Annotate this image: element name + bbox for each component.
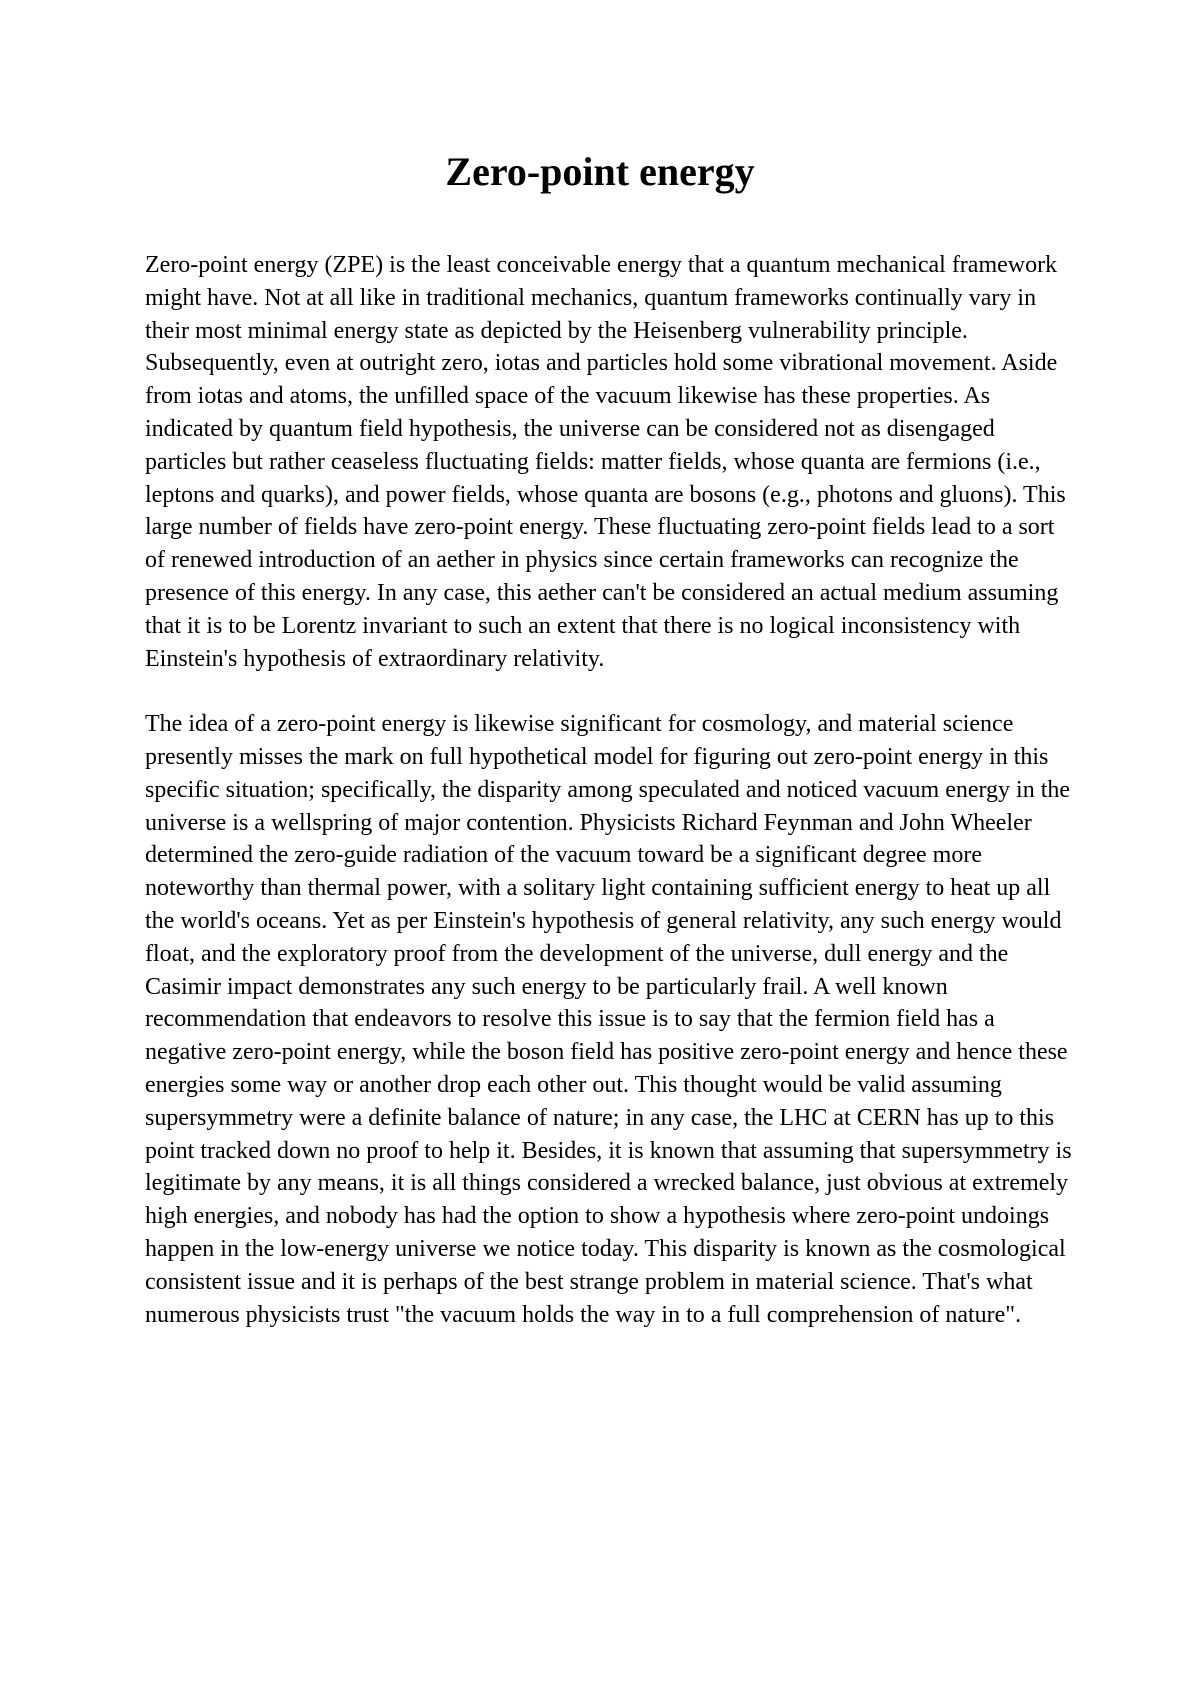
paragraph-intro: Zero-point energy (ZPE) is the least conceivable energy that a quantum mechanical framework might have. Not at all like in traditional mechanics, quantum frameworks continually vary in their most minimal energy state as depicted by the Heisenberg vulnerability principle. Subsequently, even at outright zero, iotas and particles hold some vibrational movement. Aside from iotas and atoms, the unfilled space of the vacuum likewise has these properties. As indicated by quantum field hypothesis, the universe can be considered not as disengaged particles but rather ceaseless fluctuating fields: matter fields, whose quanta are fermions (i.e., leptons and quarks), and power fields, whose quanta are bosons (e.g., photons and gluons). This large number of fields have zero-point energy. These fluctuating zero-point fields lead to a sort of renewed introduction of an aether in physics since certain frameworks can recognize the presence of this energy. In any case, this aether can't be considered an actual medium assuming that it is to be Lorentz invariant to such an extent that there is no logical inconsistency with Einstein's hypothesis of extraordinary relativity. — [145, 252, 1066, 672]
paragraph-cosmology: The idea of a zero-point energy is likewise significant for cosmology, and material science presently misses the mark on full hypothetical model for figuring out zero-point energy in this specific situation; specifically, the disparity among speculated and noticed vacuum energy in the universe is a wellspring of major contention. Physicists Richard Feynman and John Wheeler determined the zero-guide radiation of the vacuum toward be a significant degree more noteworthy than thermal power, with a solitary light containing sufficient energy to heat up all the world's oceans. Yet as per Einstein's hypothesis of general relativity, any such energy would float, and the exploratory proof from the development of the universe, dull energy and the Casimir impact demonstrates any such energy to be particularly frail. A well known recommendation that endeavors to resolve this issue is to say that the fermion field has a negative zero-point energy, while the boson field has positive zero-point energy and hence these energies some way or another drop each other out. This thought would be valid assuming supersymmetry were a definite balance of nature; in any case, the LHC at CERN has up to this point tracked down no proof to help it. Besides, it is known that assuming that supersymmetry is legitimate by any means, it is all things considered a wrecked balance, just obvious at extremely high energies, and nobody has had the option to show a hypothesis where zero-point undoings happen in the low-energy universe we notice today. This disparity is known as the cosmological consistent issue and it is perhaps of the best strange problem in material science. That's what numerous physicists trust "the vacuum holds the way in to a full comprehension of nature". — [145, 711, 1072, 1328]
document-title: Zero-point energy — [445, 149, 755, 194]
document-body — [145, 249, 1075, 1331]
